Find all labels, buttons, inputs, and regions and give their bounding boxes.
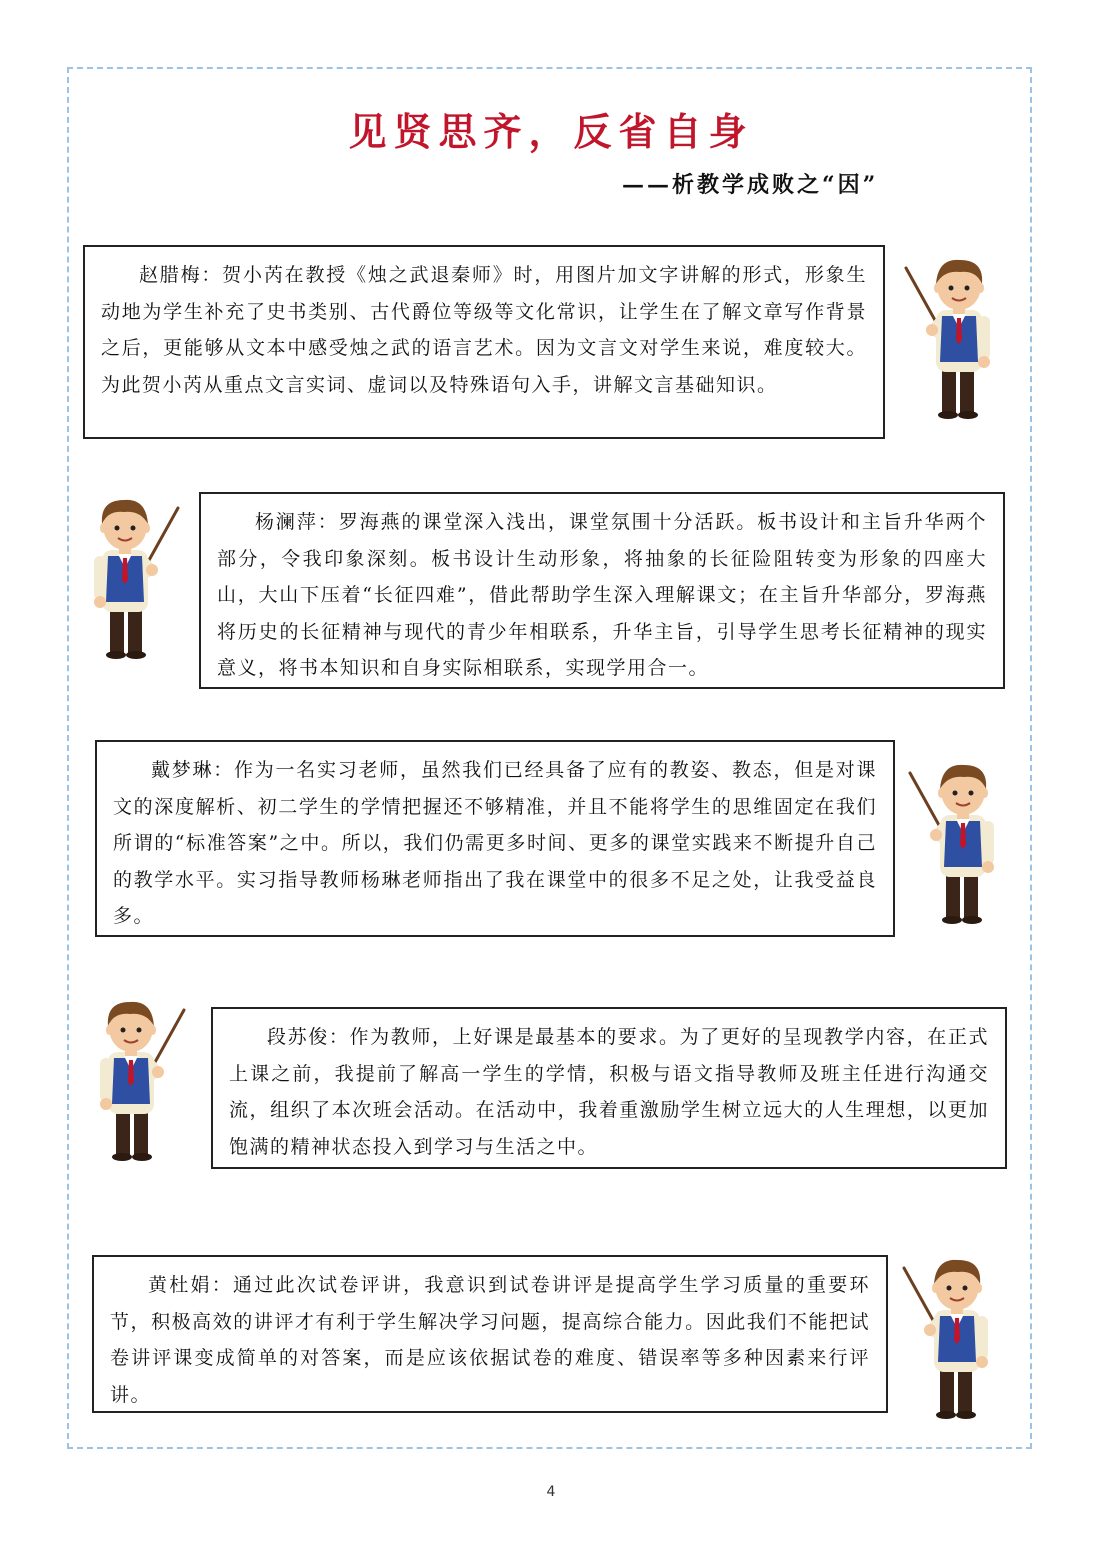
page-subtitle: ——析教学成败之“因”	[622, 172, 879, 198]
reflection-box	[92, 1255, 888, 1413]
page-number: 4	[546, 1484, 556, 1500]
teacher-illustration	[894, 1250, 1004, 1420]
teacher-illustration	[78, 490, 188, 660]
reflection-box	[211, 1007, 1007, 1169]
reflection-text: 赵腊梅：贺小芮在教授《烛之武退秦师》时，用图片加文字讲解的形式，形象生动地为学生补充了史书类别、古代爵位等级等文化常识，让学生在了解文章写作背景之后，更能够从文本中感受烛之武的语言艺术。因为文言文对学生来说，难度较大。为此贺小芮从重点文言实词、虚词以及特殊语句入手，讲解文言基础知识。	[101, 264, 867, 396]
reflection-box	[199, 492, 1005, 689]
reflection-text: 戴梦琳：作为一名实习老师，虽然我们已经具备了应有的教姿、教态，但是对课文的深度解析、初二学生的学情把握还不够精准，并且不能将学生的思维固定在我们所谓的“标准答案”之中。所以，我们仍需更多时间、更多的课堂实践来不断提升自己的教学水平。实习指导教师杨琳老师指出了我在课堂中的很多不足之处，让我受益良多。	[113, 759, 877, 927]
teacher-illustration	[896, 250, 1006, 420]
page-title: 见贤思齐，反省自身	[348, 109, 754, 154]
reflection-text: 黄杜娟：通过此次试卷评讲，我意识到试卷讲评是提高学生学习质量的重要环节，积极高效的讲评才有利于学生解决学习问题，提高综合能力。因此我们不能把试卷讲评课变成简单的对答案，而是应该依据试卷的难度、错误率等多种因素来行评讲。	[110, 1274, 870, 1406]
reflection-box	[95, 740, 895, 937]
reflection-text: 杨澜萍：罗海燕的课堂深入浅出，课堂氛围十分活跃。板书设计和主旨升华两个部分，令我印象深刻。板书设计生动形象，将抽象的长征险阻转变为形象的四座大山，大山下压着“长征四难”，借此帮助学生深入理解课文；在主旨升华部分，罗海燕将历史的长征精神与现代的青少年相联系，升华主旨，引导学生思考长征精神的现实意义，将书本知识和自身实际相联系，实现学用合一。	[217, 511, 987, 679]
reflection-box	[83, 245, 885, 439]
teacher-illustration	[84, 992, 194, 1162]
teacher-illustration	[900, 755, 1010, 925]
reflection-text: 段苏俊：作为教师，上好课是最基本的要求。为了更好的呈现教学内容，在正式上课之前，我提前了解高一学生的学情，积极与语文指导教师及班主任进行沟通交流，组织了本次班会活动。在活动中，我着重激励学生树立远大的人生理想，以更加饱满的精神状态投入到学习与生活之中。	[229, 1026, 989, 1158]
